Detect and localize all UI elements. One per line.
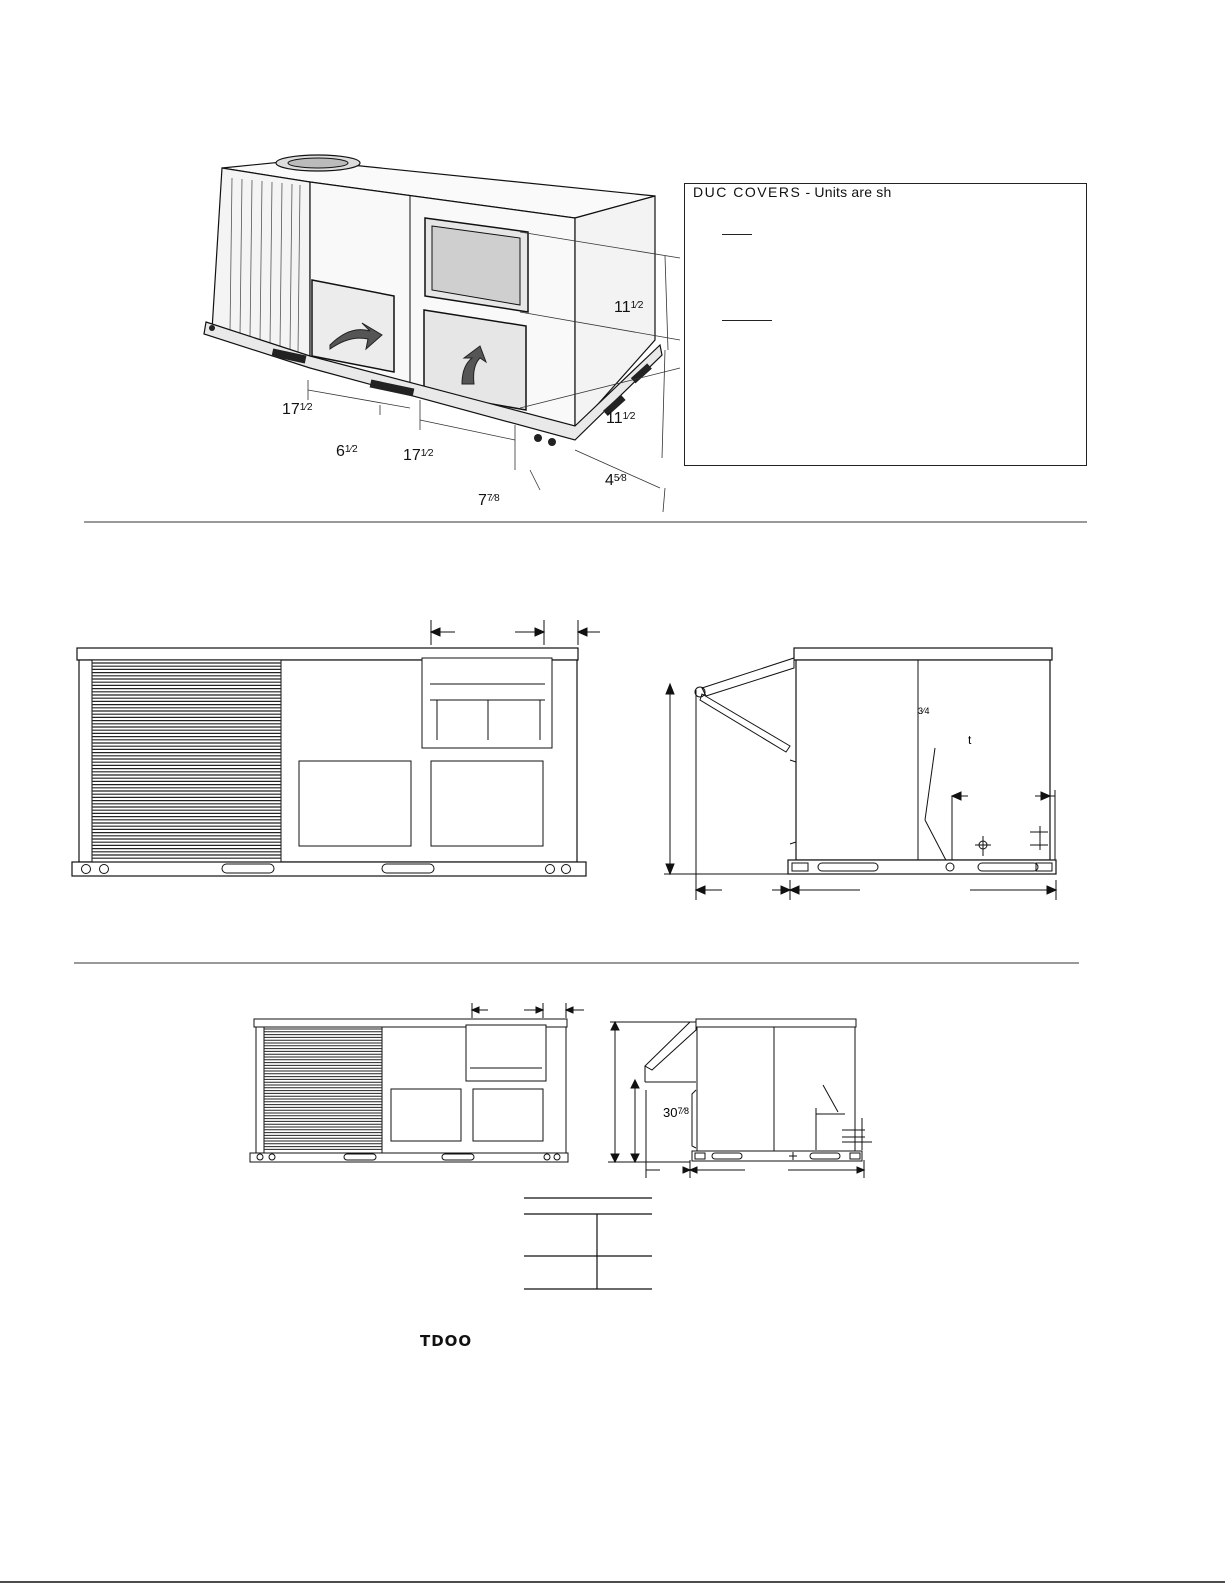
small-side-dim-label: $30^{7⁄8}$ [663, 1105, 689, 1120]
dim-label-7: $7^{7⁄8}$ [478, 492, 500, 509]
side-elevation-small [608, 1019, 872, 1178]
side-frac-label: 3⁄4 [918, 706, 930, 716]
note-title: DUC COVERS - Units are sh [693, 184, 892, 200]
dim-label-4: $17^{1⁄2}$ [403, 447, 434, 464]
dim-label-2: $17^{1⁄2}$ [282, 401, 313, 418]
dim-label-1: $11^{1⁄2}$ [614, 299, 644, 316]
model-label: TDOO [420, 1332, 473, 1350]
front-elevation-large [72, 620, 600, 876]
side-letter-label: t [968, 733, 972, 747]
side-elevation-large [664, 648, 1056, 900]
isometric-unit [204, 155, 680, 512]
front-elevation-small [250, 1003, 584, 1162]
dim-label-6: $4^{5⁄8}$ [605, 472, 627, 489]
dim-label-3: $6^{1⁄2}$ [336, 443, 358, 460]
dimension-table [524, 1198, 652, 1289]
dim-label-5: $11^{1⁄2}$ [606, 410, 636, 427]
